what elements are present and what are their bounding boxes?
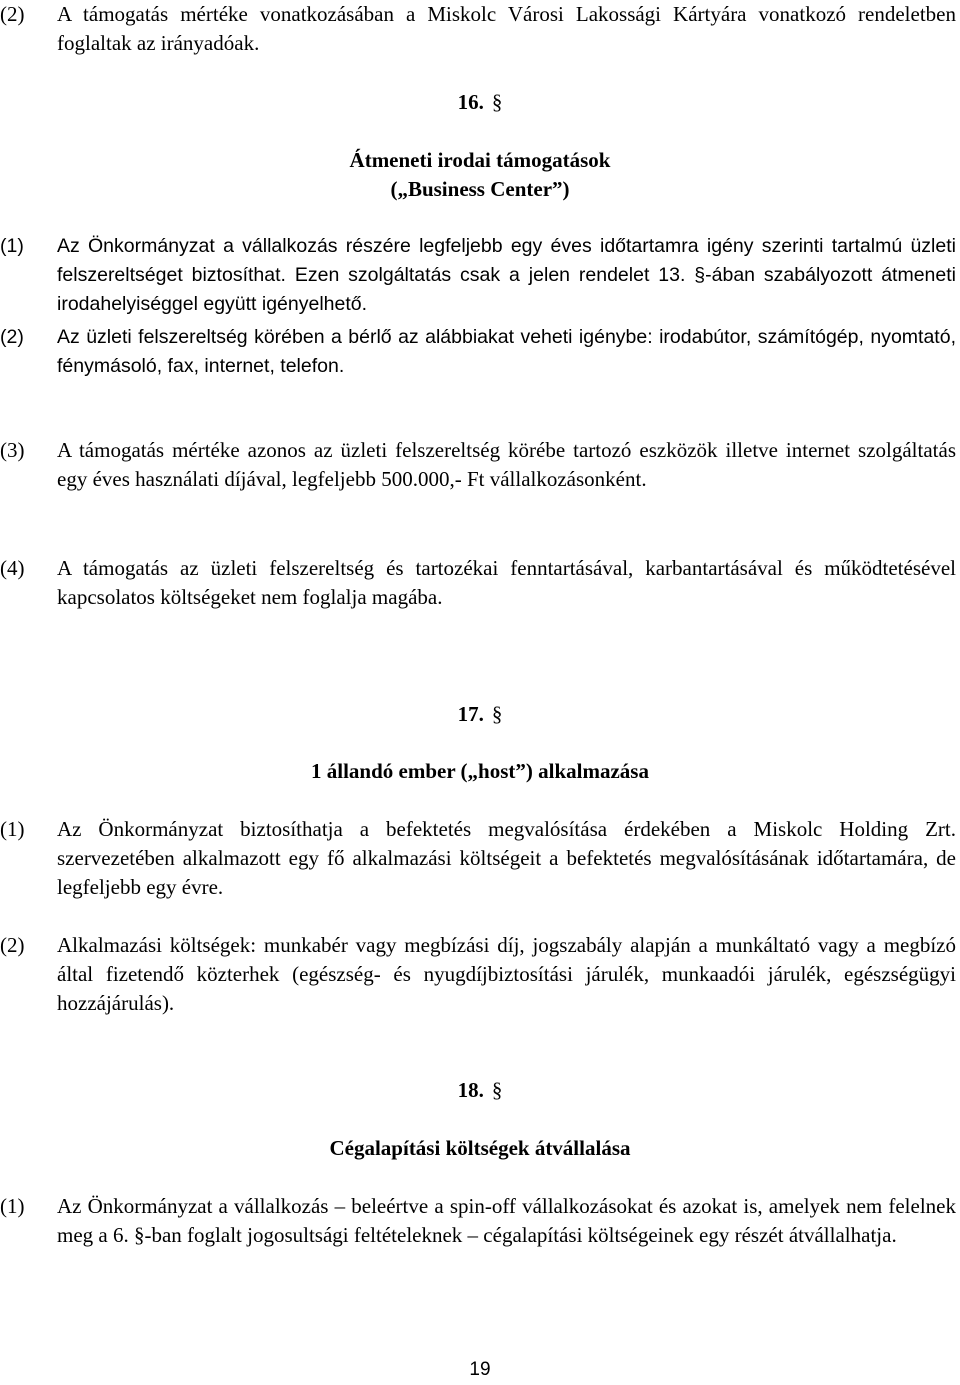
paragraph-number: (3)	[0, 438, 25, 462]
section-17-number	[0, 700, 960, 729]
section-16-number	[0, 88, 960, 117]
paragraph-number: (2)	[0, 326, 24, 348]
paragraph-number: (2)	[0, 2, 25, 26]
section-number: 18.	[457, 1078, 484, 1102]
page-number: 19	[469, 1359, 491, 1380]
paragraph-text: A támogatás mértéke vonatkozásában a Miskolc Városi Lakossági Kártyára vonatkozó rendeletben foglaltak az irányadóak.	[57, 2, 956, 55]
paragraph-number: (1)	[0, 817, 25, 841]
paragraph-16-1	[0, 232, 956, 319]
paragraph-text: Az Önkormányzat biztosíthatja a befektetés megvalósítása érdekében a Miskolc Holding Zrt. szervezetében alkalmazott egy fő alkalmazási költségeit a befektetés megvalósításának időtartamára, de legfeljebb egy évre.	[57, 817, 956, 899]
paragraph-text: Az Önkormányzat a vállalkozás – beleértve a spin-off vállalkozásokat és azokat is, amelyek nem felelnek meg a 6. §-ban foglalt jogosultsági feltételeknek – cégalapítási költségeinek egy részét átvállalhatja.	[57, 1194, 956, 1247]
paragraph-text: Az üzleti felszereltség körében a bérlő az alábbiakat veheti igénybe: irodabútor, számítógép, nyomtató, fénymásoló, fax, internet, telefon.	[57, 326, 956, 377]
section-18-title: Cégalapítási költségek átvállalása	[329, 1136, 631, 1160]
paragraph-17-2	[0, 931, 956, 1018]
section-symbol: §	[491, 90, 503, 114]
paragraph-16-2	[0, 323, 956, 381]
paragraph-16-3	[0, 436, 956, 494]
section-number: 16.	[457, 90, 484, 114]
paragraph-number: (4)	[0, 556, 25, 580]
paragraph-18-1	[0, 1192, 956, 1250]
section-16-title: Átmeneti irodai támogatások	[349, 148, 611, 172]
paragraph-text: A támogatás az üzleti felszereltség és tartozékai fenntartásával, karbantartásával és működtetésével kapcsolatos költségeket nem foglalja magába.	[57, 556, 956, 609]
paragraph-17-1	[0, 815, 956, 902]
paragraph-16-4	[0, 554, 956, 612]
paragraph-number: (1)	[0, 1194, 25, 1218]
paragraph-text: Alkalmazási költségek: munkabér vagy megbízási díj, jogszabály alapján a munkáltató vagy a megbízó által fizetendő közterhek (egészség- és nyugdíjbiztosítási járulék, munkaadói járulék, egészségügyi hozzájárulás).	[57, 933, 956, 1015]
section-symbol: §	[491, 702, 503, 726]
section-17-title: 1 állandó ember („host”) alkalmazása	[311, 759, 649, 783]
paragraph-text: Az Önkormányzat a vállalkozás részére legfeljebb egy éves időtartamra igény szerinti tartalmú üzleti felszereltséget biztosíthat. Ezen szolgáltatás csak a jelen rendelet 13. §-ában szabályozott átmeneti irodahelyiséggel együtt igényelhető.	[57, 235, 956, 315]
paragraph-number: (2)	[0, 933, 25, 957]
section-number: 17.	[457, 702, 484, 726]
section-16-subtitle: („Business Center”)	[390, 177, 570, 201]
paragraph-number: (1)	[0, 235, 24, 257]
paragraph-15-2	[0, 0, 956, 58]
section-18-number	[0, 1076, 960, 1105]
section-symbol: §	[491, 1078, 503, 1102]
paragraph-text: A támogatás mértéke azonos az üzleti felszereltség körébe tartozó eszközök illetve internet szolgáltatás egy éves használati díjával, legfeljebb 500.000,- Ft vállalkozásonként.	[57, 438, 956, 491]
